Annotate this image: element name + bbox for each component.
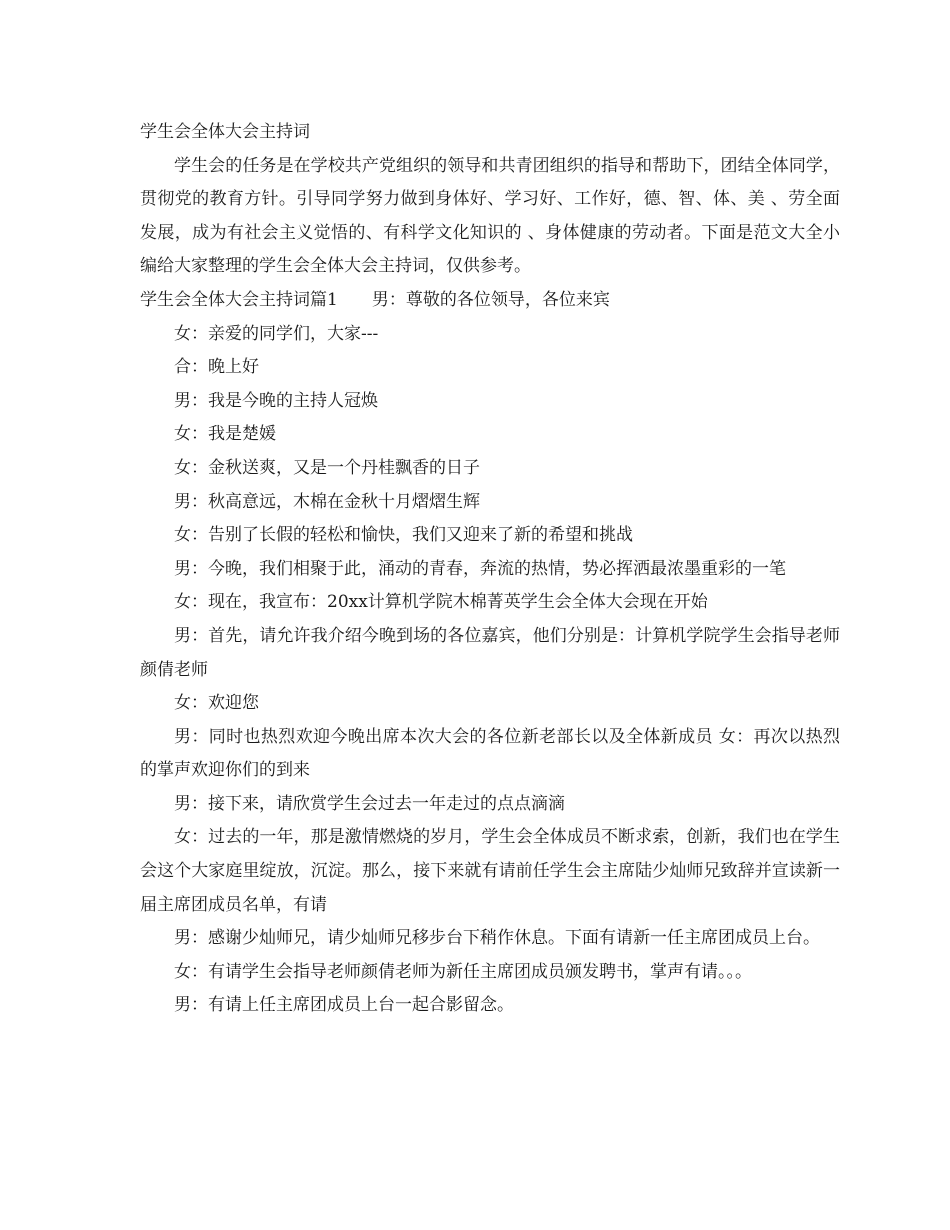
dialogue-line: 女：我是楚媛 [174, 424, 276, 445]
section-heading-line: 学生会全体大会主持词篇1 男：尊敬的各位领导，各位来宾 [140, 289, 610, 310]
dialogue-line: 男：有请上任主席团成员上台一起合影留念。 [174, 995, 514, 1016]
dialogue-line: 男：今晚，我们相聚于此，涌动的青春，奔流的热情，势必挥洒最浓墨重彩的一笔 [174, 558, 786, 579]
dialogue-line: 男：感谢少灿师兄，请少灿师兄移步台下稍作休息。下面有请新一任主席团成员上台。 [174, 928, 820, 949]
dialogue-line: 男：同时也热烈欢迎今晚出席本次大会的各位新老部长以及全体新成员 女：再次以热烈的掌声欢迎你们的到来 [140, 726, 840, 781]
dialogue-line: 男：首先，请允许我介绍今晚到场的各位嘉宾，他们分别是：计算机学院学生会指导老师颜倩老师 [140, 625, 840, 680]
dialogue-line: 男：秋高意远，木棉在金秋十月熠熠生辉 [174, 491, 480, 512]
dialogue-line: 女：亲爱的同学们，大家--- [174, 323, 379, 344]
dialogue-line: 女：过去的一年，那是激情燃烧的岁月，学生会全体成员不断求索，创新，我们也在学生会这个大家庭里绽放，沉淀。那么，接下来就有请前任学生会主席陆少灿师兄致辞并宣读新一届主席团成员名单，有请 [140, 827, 840, 915]
dialogue-line: 男：接下来，请欣赏学生会过去一年走过的点点滴滴 [174, 793, 565, 814]
dialogue-line: 女：告别了长假的轻松和愉快，我们又迎来了新的希望和挑战 [174, 525, 633, 546]
dialogue-line: 女：欢迎您 [174, 693, 259, 714]
dialogue-line: 女：金秋送爽，又是一个丹桂飘香的日子 [174, 457, 480, 478]
dialogue-line: 合：晚上好 [174, 357, 259, 378]
intro-paragraph: 学生会的任务是在学校共产党组织的领导和共青团组织的指导和帮助下，团结全体同学，贯彻党的教育方针。引导同学努力做到身体好、学习好、工作好，德、智、体、美 、劳全面发展，成为有社会主义觉悟的、有科学文化知识的 、身体健康的劳动者。下面是范文大全小编给大家整理的学生会全体大会主持词，仅供参考。 [140, 155, 840, 277]
document-body [140, 116, 840, 1023]
dialogue-line: 女：有请学生会指导老师颜倩老师为新任主席团成员颁发聘书，掌声有请。。。 [174, 961, 752, 982]
dialogue-line: 男：我是今晚的主持人冠焕 [174, 390, 378, 411]
dialogue-line: 女：现在，我宣布：20xx计算机学院木棉菁英学生会全体大会现在开始 [174, 592, 708, 613]
document-title: 学生会全体大会主持词 [140, 122, 310, 142]
